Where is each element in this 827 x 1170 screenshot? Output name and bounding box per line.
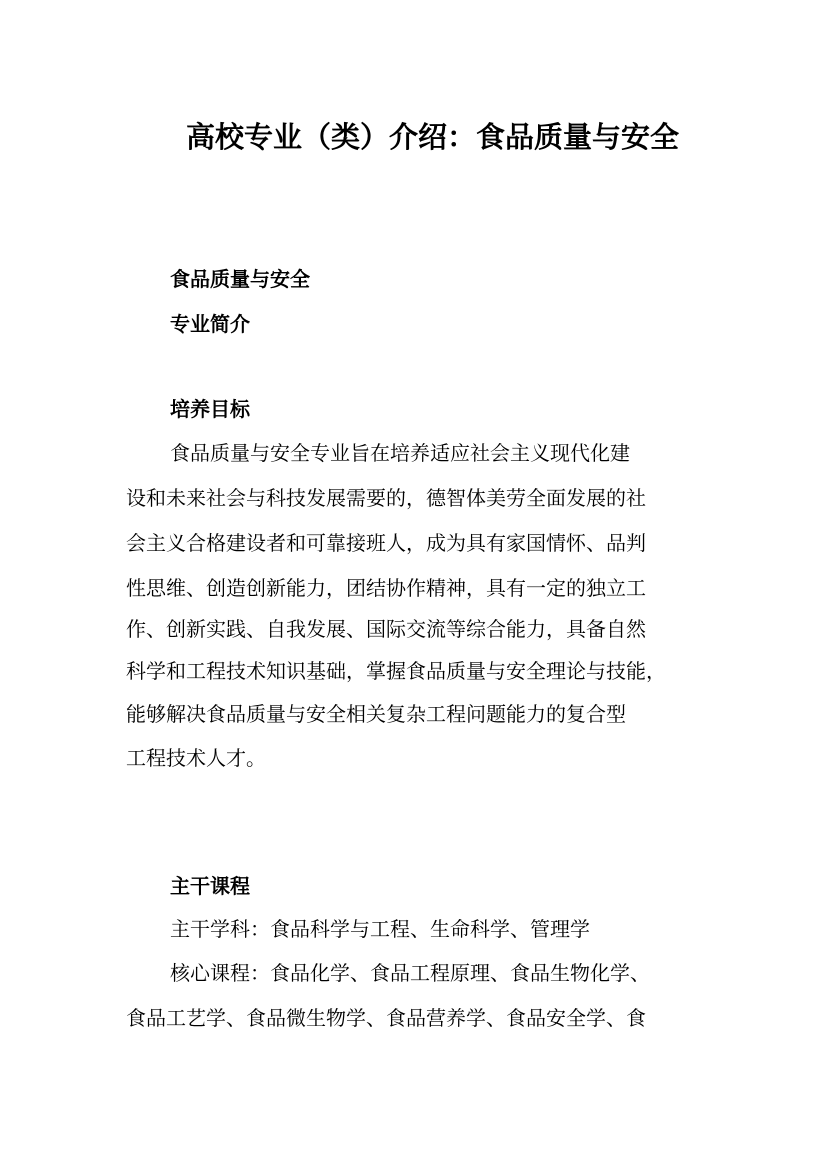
page-title: 高校专业（类）介绍：食品质量与安全: [186, 120, 680, 154]
paragraph-line: 设和未来社会与科技发展需要的，德智体美劳全面发展的社: [126, 486, 646, 510]
paragraph-line: 主干学科：食品科学与工程、生命科学、管理学: [170, 917, 590, 941]
paragraph-line: 性思维、创造创新能力，团结协作精神，具有一定的独立工: [126, 576, 646, 600]
courses-heading: 主干课程: [170, 874, 250, 898]
goals-heading: 培养目标: [170, 397, 250, 421]
paragraph-line: 科学和工程技术知识基础，掌握食品质量与安全理论与技能，: [126, 659, 666, 683]
paragraph-line: 食品工艺学、食品微生物学、食品营养学、食品安全学、食: [126, 1006, 646, 1030]
intro-heading: 专业简介: [170, 312, 250, 336]
paragraph-line: 能够解决食品质量与安全相关复杂工程问题能力的复合型: [126, 702, 626, 726]
paragraph-line: 核心课程：食品化学、食品工程原理、食品生物化学、: [170, 961, 650, 985]
paragraph-line: 工程技术人才。: [126, 746, 266, 770]
paragraph-line: 会主义合格建设者和可靠接班人，成为具有家国情怀、品判: [126, 531, 646, 555]
major-name-heading: 食品质量与安全: [170, 267, 310, 291]
paragraph-line: 食品质量与安全专业旨在培养适应社会主义现代化建: [170, 441, 630, 465]
paragraph-line: 作、创新实践、自我发展、国际交流等综合能力，具备自然: [126, 617, 646, 641]
